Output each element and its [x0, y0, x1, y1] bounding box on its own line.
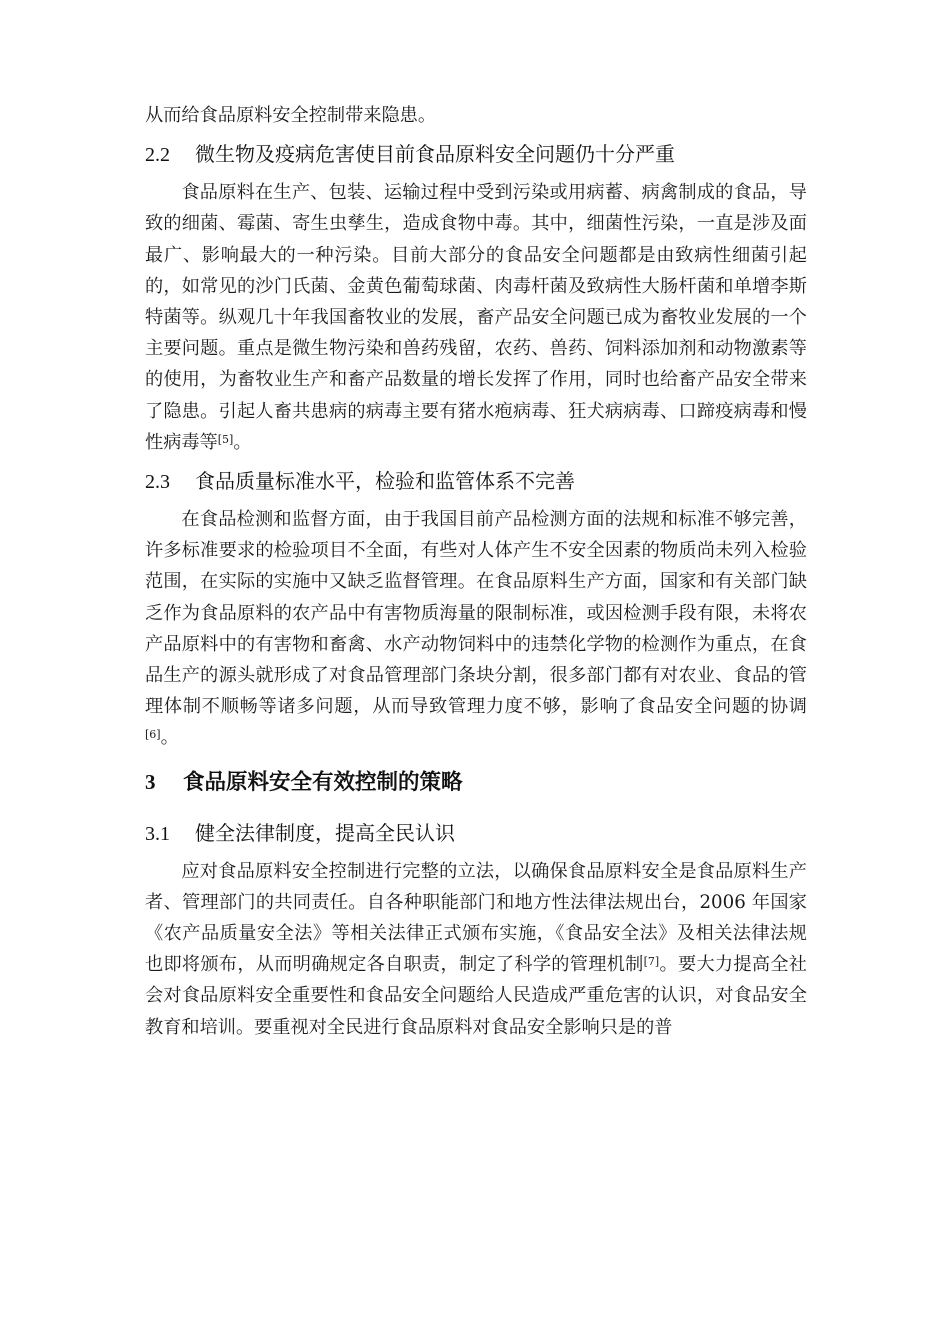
section-heading-2-3 [145, 458, 807, 504]
citation-5: [5] [217, 432, 234, 446]
section-number: 3.1 [145, 822, 170, 845]
paragraph-text: 在食品检测和监督方面，由于我国目前产品检测方面的法规和标准不够完善，许多标准要求的检验项目不全面，有些对人体产生不安全因素的物质尚未列入检验范围，在实际的实施中又缺乏监督管理。在食品原料生产方面，国家和有关部门缺乏作为食品原料的农产品中有害物质海量的限制标准，或因检测手段有限，未将农产品原料中的有害物和畜禽、水产动物饲料中的违禁化学物的检测作为重点，在食品生产的源头就形成了对食品管理部门条块分割，很多部门都有对农业、食品的管理体制不顺畅等诸多问题，从而导致管理力度不够，影响了食品安全问题的协调 [145, 509, 807, 718]
paragraph-text: 应对食品原料安全控制进行完整的立法，以确保食品原料安全是食品原料生产者、管理部门的共同责任。自各种职能部门和地方性法律法规出台，2006 年国家《农产品质量安全法》等相关法律正式颁布实施，《食品安全法》及相关法律法规也即将颁布，从而明确规定各自职责，制定了科学的管理机制 [145, 860, 807, 976]
paragraph-end: 。 [160, 727, 179, 749]
paragraph-text: 食品原料在生产、包装、运输过程中受到污染或用病蓄、病禽制成的食品，导致的细菌、霉菌、寄生虫孳生，造成食物中毒。其中，细菌性污染，一直是涉及面最广、影响最大的一种污染。目前大部分的食品安全问题都是由致病性细菌引起的，如常见的沙门氏菌、金黄色葡萄球菌、肉毒杆菌及致病性大肠杆菌和单增李斯特菌等。纵观几十年我国畜牧业的发展，畜产品安全问题已成为畜牧业发展的一个主要问题。重点是微生物污染和兽药残留，农药、兽药、饲料添加剂和动物激素等的使用，为畜牧业生产和畜产品数量的增长发挥了作用，同时也给畜产品安全带来了隐患。引起人畜共患病的病毒主要有猪水疱病毒、狂犬病病毒、口蹄疫病毒和慢性病毒等 [145, 182, 807, 453]
paragraph-text-continued: 。要大力提高全社会对食品原料安全重要性和食品安全问题给人民造成严重危害的认识，对食品安全教育和培训。要重视对全民进行食品原料对食品安全影响只是的普 [145, 954, 807, 1038]
section-title: 食品原料安全有效控制的策略 [183, 769, 463, 795]
section-number: 2.2 [145, 144, 170, 167]
section-title: 食品质量标准水平，检验和监管体系不完善 [195, 469, 575, 494]
citation-7: [7] [643, 955, 660, 969]
section-title: 健全法律制度，提高全民认识 [195, 820, 455, 845]
section-heading-3-1 [145, 810, 807, 856]
section-number: 3 [145, 769, 156, 794]
section-number: 2.3 [145, 471, 170, 494]
paragraph-end: 。 [233, 431, 252, 453]
paragraph-2-2 [145, 177, 807, 458]
document-body [145, 100, 807, 1043]
section-heading-2-2 [145, 131, 807, 177]
paragraph-continuation [145, 100, 807, 131]
section-heading-3 [145, 754, 807, 810]
paragraph-2-3 [145, 504, 807, 754]
paragraph-3-1 [145, 856, 807, 1043]
section-title: 微生物及疫病危害使目前食品原料安全问题仍十分严重 [195, 142, 675, 167]
citation-6: [6] [145, 728, 161, 742]
paragraph-text: 从而给食品原料安全控制带来隐患。 [145, 105, 437, 126]
